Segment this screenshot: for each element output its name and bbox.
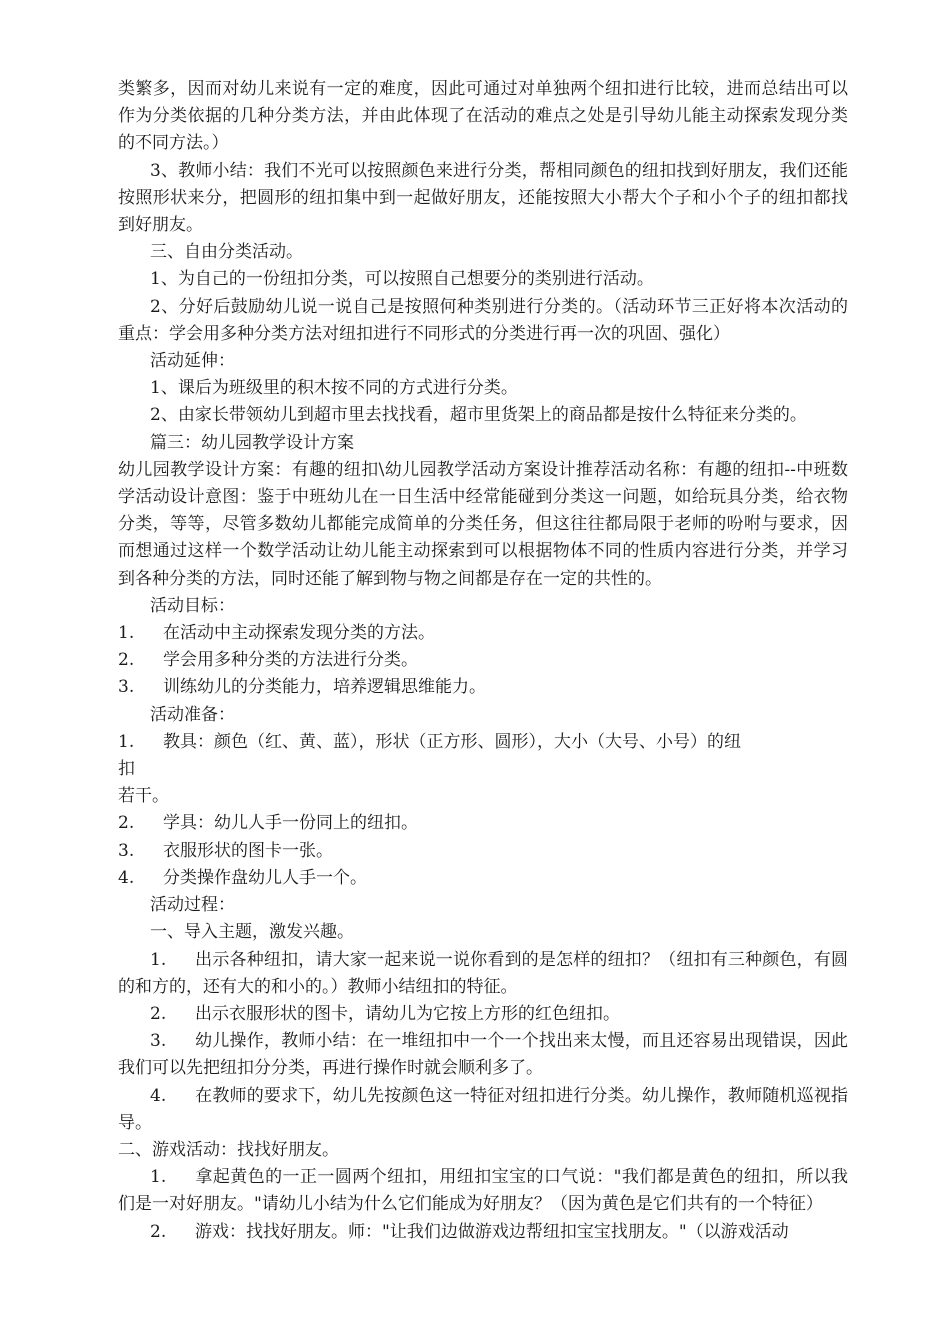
list-text: 幼儿操作，教师小结：在一堆纽扣中一个一个找出来太慢，而且还容易出现错误，因此我们可以先把纽扣分分类，再进行操作时就会顺利多了。 (118, 1031, 848, 1079)
list-item (118, 620, 848, 647)
list-text: 衣服形状的图卡一张。 (163, 840, 333, 861)
list-text: 游戏：找找好朋友。师："让我们边做游戏边帮纽扣宝宝找朋友。"（以游戏活动 (195, 1221, 789, 1242)
list-text: 训练幼儿的分类能力，培养逻辑思维能力。 (163, 677, 486, 698)
list-number: 2. (118, 650, 135, 671)
list-number: 3. (118, 840, 135, 861)
list-item (118, 647, 848, 674)
paragraph: 若干。 (118, 786, 169, 807)
list-number: 1. (150, 949, 167, 970)
section-heading: 三、自由分类活动。 (150, 242, 303, 263)
list-number: 4. (118, 867, 135, 888)
paragraph: 1、为自己的一份纽扣分类，可以按照自己想要分的类别进行活动。 (150, 269, 654, 290)
list-number: 2. (118, 813, 135, 834)
list-number: 3. (150, 1031, 167, 1052)
section-heading: 二、游戏活动：找找好朋友。 (118, 1139, 339, 1160)
list-item (118, 947, 848, 1001)
paragraph: 2、由家长带领幼儿到超市里去找找看，超市里货架上的商品都是按什么特征来分类的。 (150, 405, 807, 426)
list-item (118, 1001, 848, 1028)
list-number: 2. (150, 1221, 167, 1242)
list-text: 教具：颜色（红、黄、蓝），形状（正方形、圆形），大小（大号、小号）的纽 (163, 731, 741, 752)
list-item (118, 810, 848, 837)
list-text: 在活动中主动探索发现分类的方法。 (163, 623, 435, 644)
paragraph: 幼儿园教学设计方案：有趣的纽扣\幼儿园教学活动方案设计推荐活动名称：有趣的纽扣--中班数学活动设计意图：鉴于中班幼儿在一日生活中经常能碰到分类这一问题，如给玩具分类，给衣物分类，等等，尽管多数幼儿都能完成简单的分类任务，但这往往都局限于老师的吩咐与要求，因而想通过这样一个数学活动让幼儿能主动探索到可以根据物体不同的性质内容进行分类，并学习到各种分类的方法，同时还能了解到物与物之间都是存在一定的共性的。 (118, 459, 848, 589)
document-body (118, 76, 848, 1246)
list-number: 1. (150, 1167, 167, 1188)
paragraph: 扣 (118, 759, 135, 780)
paragraph: 类繁多，因而对幼儿来说有一定的难度，因此可通过对单独两个纽扣进行比较，进而总结出可以作为分类依据的几种分类方法，并由此体现了在活动的难点之处是引导幼儿能主动探索发现分类的不同方法。） (118, 79, 848, 154)
list-item (118, 1083, 848, 1137)
list-text: 分类操作盘幼儿人手一个。 (163, 867, 367, 888)
list-text: 在教师的要求下，幼儿先按颜色这一特征对纽扣进行分类。幼儿操作，教师随机巡视指导。 (118, 1085, 848, 1133)
section-heading: 篇三：幼儿园教学设计方案 (150, 432, 354, 453)
list-item (118, 865, 848, 892)
list-text: 学会用多种分类的方法进行分类。 (163, 650, 418, 671)
list-item (118, 1028, 848, 1082)
list-text: 拿起黄色的一正一圆两个纽扣，用纽扣宝宝的口气说："我们都是黄色的纽扣，所以我们是一对好朋友。"请幼儿小结为什么它们能成为好朋友？（因为黄色是它们共有的一个特征） (118, 1167, 848, 1215)
list-item (118, 1219, 848, 1246)
list-item (118, 1164, 848, 1218)
paragraph: 3、教师小结：我们不光可以按照颜色来进行分类，帮相同颜色的纽扣找到好朋友，我们还能按照形状来分，把圆形的纽扣集中到一起做好朋友，还能按照大小帮大个子和小个子的纽扣都找到好朋友。 (118, 160, 848, 236)
list-number: 4. (150, 1085, 167, 1106)
paragraph: 1、课后为班级里的积木按不同的方式进行分类。 (150, 378, 518, 399)
list-number: 2. (150, 1003, 167, 1024)
list-text: 学具：幼儿人手一份同上的纽扣。 (163, 813, 418, 834)
list-number: 3. (118, 677, 135, 698)
list-text: 出示各种纽扣，请大家一起来说一说你看到的是怎样的纽扣？（纽扣有三种颜色，有圆的和方的，还有大的和小的。）教师小结纽扣的特征。 (118, 949, 848, 997)
list-number: 1. (118, 731, 135, 752)
list-item (118, 838, 848, 865)
list-number: 1. (118, 623, 135, 644)
list-item (118, 729, 848, 756)
list-item (118, 674, 848, 701)
section-heading: 活动准备： (150, 704, 235, 725)
list-text: 出示衣服形状的图卡，请幼儿为它按上方形的红色纽扣。 (195, 1003, 620, 1024)
section-heading: 一、导入主题，激发兴趣。 (150, 922, 354, 943)
section-heading: 活动目标： (150, 595, 235, 616)
paragraph: 2、分好后鼓励幼儿说一说自己是按照何种类别进行分类的。（活动环节三正好将本次活动的重点：学会用多种分类方法对纽扣进行不同形式的分类进行再一次的巩固、强化） (118, 296, 848, 344)
section-heading: 活动延伸： (150, 351, 235, 372)
section-heading: 活动过程： (150, 895, 235, 916)
